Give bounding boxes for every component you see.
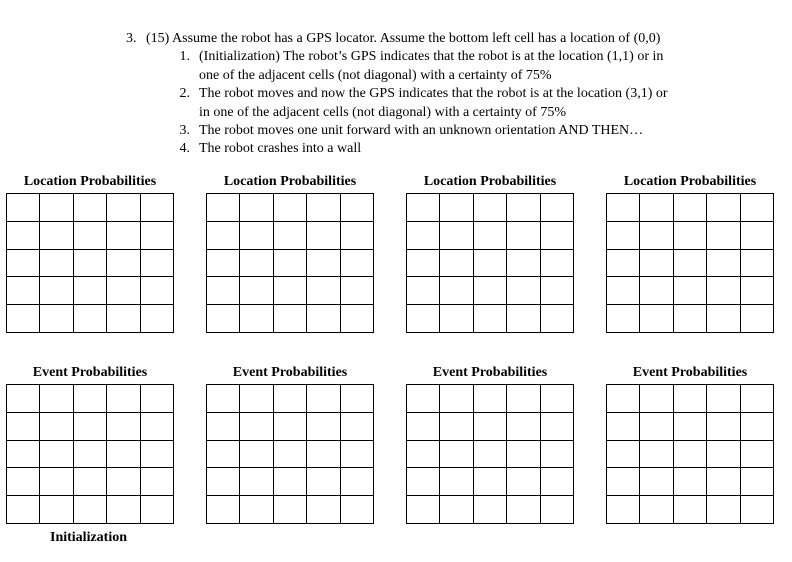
grid-cell <box>640 222 673 250</box>
grid-cell <box>674 222 707 250</box>
grid-cell <box>674 385 707 413</box>
grid-cell <box>40 468 73 496</box>
grid-cell <box>207 305 240 333</box>
grid-cell <box>240 194 273 222</box>
grid-cell <box>40 277 73 305</box>
grid-cell <box>407 413 440 441</box>
grid-cell <box>674 305 707 333</box>
grid-cell <box>7 441 40 469</box>
grid-cell <box>474 441 507 469</box>
event-grid <box>606 384 774 524</box>
location-grid <box>606 193 774 333</box>
grid-cell <box>741 496 774 524</box>
grid-cell <box>74 496 107 524</box>
grid-cell <box>40 385 73 413</box>
grid-cell <box>407 441 440 469</box>
grid-cell <box>74 305 107 333</box>
event-probabilities-label: Event Probabilities <box>632 365 748 380</box>
grid-cell <box>107 468 140 496</box>
grid-cell <box>640 496 673 524</box>
grid-cell <box>240 496 273 524</box>
grid-cell <box>674 468 707 496</box>
grid-cell <box>107 496 140 524</box>
grid-cell <box>341 305 374 333</box>
grid-cell <box>474 222 507 250</box>
grid-cell <box>141 194 174 222</box>
grid-cell <box>741 250 774 278</box>
grid-cell <box>541 222 574 250</box>
grid-cell <box>341 413 374 441</box>
grid-cell <box>240 305 273 333</box>
event-probabilities-label: Event Probabilities <box>32 365 148 380</box>
grid-cell <box>40 413 73 441</box>
grid-cell <box>207 413 240 441</box>
grid-cell <box>274 277 307 305</box>
grid-cell <box>541 468 574 496</box>
grid-cell <box>407 468 440 496</box>
grid-cell <box>707 277 740 305</box>
grid-cell <box>707 194 740 222</box>
grid-cell <box>407 222 440 250</box>
grid-cell <box>707 250 740 278</box>
grid-cell <box>307 222 340 250</box>
grid-cell <box>141 277 174 305</box>
grid-cell <box>74 194 107 222</box>
grid-cell <box>307 413 340 441</box>
grid-cell <box>341 496 374 524</box>
grid-cell <box>341 250 374 278</box>
grid-cell <box>74 385 107 413</box>
grid-cell <box>674 441 707 469</box>
event-grid <box>406 384 574 524</box>
grid-cell <box>341 385 374 413</box>
grid-cell <box>674 277 707 305</box>
grid-cell <box>741 385 774 413</box>
grid-cell <box>440 496 473 524</box>
question-text: (15) Assume the robot has a GPS locator. Assume the bottom left cell has a location of (0,0) <box>146 31 661 46</box>
grid-cell <box>674 496 707 524</box>
grid-cell <box>240 441 273 469</box>
grid-cell <box>7 250 40 278</box>
grid-cell <box>707 468 740 496</box>
grid-cell <box>741 222 774 250</box>
grid-cell <box>741 413 774 441</box>
event-grid <box>6 384 174 524</box>
grid-cell <box>541 496 574 524</box>
grid-cell <box>474 305 507 333</box>
grid-cell <box>507 250 540 278</box>
grid-cell <box>674 194 707 222</box>
item-number: 2. <box>179 86 190 101</box>
grid-cell <box>74 441 107 469</box>
initialization-caption: Initialization <box>50 530 128 545</box>
question-number: 3. <box>126 31 137 46</box>
grid-cell <box>541 385 574 413</box>
grid-cell <box>440 441 473 469</box>
grid-cell <box>541 277 574 305</box>
event-probabilities-label: Event Probabilities <box>432 365 548 380</box>
grid-cell <box>741 277 774 305</box>
grid-cell <box>607 250 640 278</box>
item-text-line: The robot moves and now the GPS indicates that the robot is at the location (3,1) or <box>199 86 668 101</box>
grid-cell <box>407 385 440 413</box>
grid-cell <box>40 441 73 469</box>
grid-cell <box>607 496 640 524</box>
grid-cell <box>407 496 440 524</box>
event-probabilities-label: Event Probabilities <box>232 365 348 380</box>
grid-cell <box>107 194 140 222</box>
location-grid <box>406 193 574 333</box>
grid-cell <box>40 496 73 524</box>
grid-cell <box>74 222 107 250</box>
grid-cell <box>307 305 340 333</box>
grid-cell <box>7 385 40 413</box>
grid-cell <box>141 441 174 469</box>
grid-cell <box>507 468 540 496</box>
grid-cell <box>407 194 440 222</box>
grid-cell <box>440 413 473 441</box>
grid-cell <box>541 194 574 222</box>
grid-cell <box>440 385 473 413</box>
grid-cell <box>240 222 273 250</box>
item-number: 4. <box>179 141 190 156</box>
grid-cell <box>341 277 374 305</box>
grid-cell <box>107 305 140 333</box>
grid-cell <box>7 277 40 305</box>
grid-cell <box>440 222 473 250</box>
grid-cell <box>7 305 40 333</box>
event-grid <box>206 384 374 524</box>
item-text-line: in one of the adjacent cells (not diagonal) with a certainty of 75% <box>199 104 566 120</box>
grid-cell <box>207 277 240 305</box>
grid-cell <box>640 441 673 469</box>
grid-cell <box>407 305 440 333</box>
grid-cell <box>507 385 540 413</box>
grid-cell <box>440 250 473 278</box>
grid-cell <box>640 468 673 496</box>
location-probabilities-label: Location Probabilities <box>223 174 357 189</box>
grid-cell <box>207 194 240 222</box>
grid-cell <box>274 385 307 413</box>
grid-cell <box>707 385 740 413</box>
grid-cell <box>707 413 740 441</box>
grid-cell <box>274 496 307 524</box>
grid-cell <box>741 305 774 333</box>
grid-cell <box>507 194 540 222</box>
grid-cell <box>141 250 174 278</box>
grid-cell <box>307 385 340 413</box>
grid-cell <box>640 277 673 305</box>
grid-cell <box>640 250 673 278</box>
grid-cell <box>307 194 340 222</box>
grid-cell <box>741 441 774 469</box>
grid-cell <box>307 277 340 305</box>
grid-cell <box>240 468 273 496</box>
grid-cell <box>7 222 40 250</box>
grid-cell <box>341 468 374 496</box>
grid-cell <box>40 194 73 222</box>
grid-cell <box>141 305 174 333</box>
grid-cell <box>440 468 473 496</box>
location-probabilities-label: Location Probabilities <box>423 174 557 189</box>
grid-cell <box>307 468 340 496</box>
grid-cell <box>440 194 473 222</box>
grid-cell <box>207 496 240 524</box>
grid-cell <box>274 194 307 222</box>
item-text-line: one of the adjacent cells (not diagonal) with a certainty of 75% <box>199 67 552 83</box>
grid-cell <box>141 385 174 413</box>
item-number: 1. <box>179 49 190 64</box>
grid-cell <box>274 250 307 278</box>
grid-cell <box>541 413 574 441</box>
grid-cell <box>707 441 740 469</box>
grid-cell <box>440 277 473 305</box>
grid-cell <box>541 441 574 469</box>
grid-cell <box>107 441 140 469</box>
grid-cell <box>7 468 40 496</box>
grid-cell <box>640 194 673 222</box>
grid-cell <box>707 222 740 250</box>
grid-cell <box>341 194 374 222</box>
grid-cell <box>240 385 273 413</box>
grid-cell <box>7 194 40 222</box>
grid-cell <box>307 250 340 278</box>
grid-cell <box>274 413 307 441</box>
grid-cell <box>341 222 374 250</box>
grid-cell <box>741 194 774 222</box>
grid-cell <box>207 441 240 469</box>
grid-cell <box>474 496 507 524</box>
location-grid <box>6 193 174 333</box>
grid-cell <box>541 305 574 333</box>
grid-cell <box>141 468 174 496</box>
grid-cell <box>674 250 707 278</box>
grid-cell <box>507 305 540 333</box>
grid-cell <box>541 250 574 278</box>
grid-cell <box>507 413 540 441</box>
grid-cell <box>274 441 307 469</box>
grid-cell <box>474 468 507 496</box>
grid-cell <box>40 305 73 333</box>
grid-cell <box>7 496 40 524</box>
item-text-line: The robot crashes into a wall <box>199 141 362 156</box>
grid-cell <box>640 305 673 333</box>
grid-cell <box>274 222 307 250</box>
item-number: 3. <box>179 123 190 138</box>
grid-cell <box>207 222 240 250</box>
grid-cell <box>307 496 340 524</box>
grid-cell <box>240 413 273 441</box>
grid-cell <box>607 305 640 333</box>
grid-cell <box>207 468 240 496</box>
grid-cell <box>440 305 473 333</box>
grid-cell <box>107 413 140 441</box>
grid-cell <box>240 277 273 305</box>
grid-cell <box>707 496 740 524</box>
grid-cell <box>107 250 140 278</box>
grid-cell <box>141 222 174 250</box>
grid-cell <box>207 250 240 278</box>
grid-cell <box>607 413 640 441</box>
grid-cell <box>107 277 140 305</box>
grid-cell <box>74 413 107 441</box>
grid-cell <box>607 277 640 305</box>
grid-cell <box>507 222 540 250</box>
grid-cell <box>107 385 140 413</box>
grid-cell <box>474 277 507 305</box>
grid-cell <box>674 413 707 441</box>
grid-cell <box>507 277 540 305</box>
location-probabilities-label: Location Probabilities <box>23 174 157 189</box>
grid-cell <box>474 413 507 441</box>
grid-cell <box>741 468 774 496</box>
grid-cell <box>474 385 507 413</box>
location-grid <box>206 193 374 333</box>
grid-cell <box>40 250 73 278</box>
item-text-line: The robot moves one unit forward with an unknown orientation AND THEN… <box>199 123 644 138</box>
grid-cell <box>7 413 40 441</box>
grid-cell <box>407 277 440 305</box>
grid-cell <box>107 222 140 250</box>
grid-cell <box>74 250 107 278</box>
grid-cell <box>407 250 440 278</box>
grid-cell <box>640 385 673 413</box>
grid-cell <box>240 250 273 278</box>
grid-cell <box>607 441 640 469</box>
grid-cell <box>141 496 174 524</box>
grid-cell <box>307 441 340 469</box>
grid-cell <box>274 305 307 333</box>
location-probabilities-label: Location Probabilities <box>623 174 757 189</box>
grid-cell <box>474 194 507 222</box>
grid-cell <box>474 250 507 278</box>
grid-cell <box>607 194 640 222</box>
grid-cell <box>341 441 374 469</box>
grid-cell <box>507 496 540 524</box>
grid-cell <box>507 441 540 469</box>
grid-cell <box>74 468 107 496</box>
grid-cell <box>707 305 740 333</box>
grid-cell <box>274 468 307 496</box>
grid-cell <box>607 385 640 413</box>
grid-cell <box>207 385 240 413</box>
question-header <box>126 30 660 49</box>
grid-cell <box>141 413 174 441</box>
item-text-line: (Initialization) The robot’s GPS indicates that the robot is at the location (1,1) or in <box>199 49 664 64</box>
grid-cell <box>640 413 673 441</box>
grid-cell <box>40 222 73 250</box>
grid-cell <box>607 222 640 250</box>
grid-cell <box>74 277 107 305</box>
grid-cell <box>607 468 640 496</box>
